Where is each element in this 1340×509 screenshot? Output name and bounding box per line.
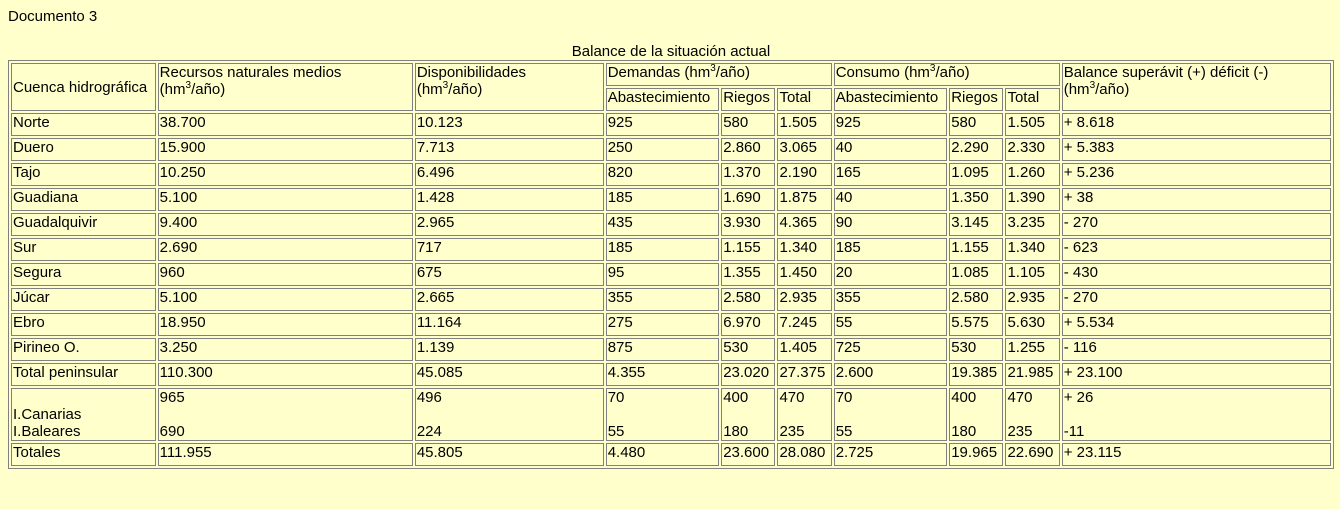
subheader-consumo-abastecimiento: Abastecimiento: [834, 88, 948, 111]
table-cell: 1.139: [415, 338, 604, 361]
table-cell: 1.155: [949, 238, 1003, 261]
table-cell: 580: [949, 113, 1003, 136]
table-cell: 580: [721, 113, 775, 136]
table-cell: 1.355: [721, 263, 775, 286]
table-cell: 185: [834, 238, 948, 261]
table-cell: Totales: [11, 443, 156, 466]
table-cell: 40: [834, 138, 948, 161]
table-cell: 1.450: [777, 263, 831, 286]
table-cell: Norte: [11, 113, 156, 136]
table-row: [11, 213, 1331, 236]
table-cell: 6.496: [415, 163, 604, 186]
table-cell: - 270: [1062, 288, 1331, 311]
table-cell: 1.505: [1005, 113, 1059, 136]
table-cell: + 5.534: [1062, 313, 1331, 336]
table-row-total-peninsular: [11, 363, 1331, 386]
table-cell: 1.875: [777, 188, 831, 211]
table-cell: 530: [949, 338, 1003, 361]
table-cell: 18.950: [158, 313, 413, 336]
table-cell: 70 55: [834, 388, 948, 441]
table-cell: 2.965: [415, 213, 604, 236]
header-row: [11, 63, 1331, 86]
table-cell: 3.250: [158, 338, 413, 361]
table-cell: - 430: [1062, 263, 1331, 286]
table-row: [11, 138, 1331, 161]
table-cell: 1.340: [777, 238, 831, 261]
table-cell: 5.575: [949, 313, 1003, 336]
table-cell: 2.860: [721, 138, 775, 161]
table-cell: 717: [415, 238, 604, 261]
table-cell: 15.900: [158, 138, 413, 161]
table-cell: + 26 -11: [1062, 388, 1331, 441]
table-cell: 1.690: [721, 188, 775, 211]
table-cell: 470 235: [777, 388, 831, 441]
table-cell: 3.235: [1005, 213, 1059, 236]
table-cell: 1.505: [777, 113, 831, 136]
island-name-canarias: I.Canarias: [13, 406, 82, 423]
table-caption: Balance de la situación actual: [571, 43, 771, 60]
table-cell: 5.100: [158, 288, 413, 311]
table-cell: 45.085: [415, 363, 604, 386]
subheader-consumo-total: Total: [1005, 88, 1059, 111]
table-cell: - 623: [1062, 238, 1331, 261]
table-cell: + 5.383: [1062, 138, 1331, 161]
table-row: [11, 188, 1331, 211]
table-cell: + 23.100: [1062, 363, 1331, 386]
table-row-totales: [11, 443, 1331, 466]
table-cell: 530: [721, 338, 775, 361]
table-cell: 2.580: [721, 288, 775, 311]
table-cell: 19.965: [949, 443, 1003, 466]
table-cell: 2.935: [1005, 288, 1059, 311]
table-cell: 110.300: [158, 363, 413, 386]
table-cell: 496 224: [415, 388, 604, 441]
table-cell: 400 180: [721, 388, 775, 441]
table-cell: 2.725: [834, 443, 948, 466]
table-cell: - 270: [1062, 213, 1331, 236]
table-row: [11, 338, 1331, 361]
table-row: [11, 113, 1331, 136]
table-cell: 70 55: [606, 388, 720, 441]
table-cell: 20: [834, 263, 948, 286]
table-cell: 7.713: [415, 138, 604, 161]
table-cell: 7.245: [777, 313, 831, 336]
table-cell: 925: [606, 113, 720, 136]
table-cell: 965 690: [158, 388, 413, 441]
table-cell: 1.390: [1005, 188, 1059, 211]
island-name-baleares: I.Baleares: [13, 423, 81, 440]
table-cell: 23.020: [721, 363, 775, 386]
table-cell: 19.385: [949, 363, 1003, 386]
table-cell: + 5.236: [1062, 163, 1331, 186]
table-cell: 2.690: [158, 238, 413, 261]
table-cell: + 38: [1062, 188, 1331, 211]
table-cell: 28.080: [777, 443, 831, 466]
table-cell: - 116: [1062, 338, 1331, 361]
table-cell: 9.400: [158, 213, 413, 236]
table-cell: 1.405: [777, 338, 831, 361]
table-cell: 111.955: [158, 443, 413, 466]
table-cell: 675: [415, 263, 604, 286]
table-cell: 3.930: [721, 213, 775, 236]
subheader-demandas-total: Total: [777, 88, 831, 111]
table-cell: 4.355: [606, 363, 720, 386]
table-cell: 4.480: [606, 443, 720, 466]
table-cell: 2.290: [949, 138, 1003, 161]
header-disponibilidades: Disponibilidades $(hm^3/año)$: [415, 63, 604, 111]
table-row: [11, 313, 1331, 336]
table-row: [11, 288, 1331, 311]
header-demandas: Demandas $(hm^3/año)$: [606, 63, 832, 86]
table-body: [11, 63, 1331, 466]
subheader-demandas-riegos: Riegos: [721, 88, 775, 111]
table-cell: 1.085: [949, 263, 1003, 286]
table-cell: + 8.618: [1062, 113, 1331, 136]
table-cell: 185: [606, 238, 720, 261]
table-cell: 275: [606, 313, 720, 336]
island-names-cell: [11, 388, 156, 441]
table-row: [11, 263, 1331, 286]
table-cell: 95: [606, 263, 720, 286]
table-cell: Duero: [11, 138, 156, 161]
header-recursos: Recursos naturales medios $(hm^3/año)$: [158, 63, 413, 111]
table-cell: Guadiana: [11, 188, 156, 211]
subheader-consumo-riegos: Riegos: [949, 88, 1003, 111]
table-cell: Pirineo O.: [11, 338, 156, 361]
table-cell: 6.970: [721, 313, 775, 336]
table-cell: 2.600: [834, 363, 948, 386]
table-cell: 1.105: [1005, 263, 1059, 286]
table-cell: 960: [158, 263, 413, 286]
table-cell: 400 180: [949, 388, 1003, 441]
table-cell: 1.350: [949, 188, 1003, 211]
table-cell: 165: [834, 163, 948, 186]
table-cell: 1.155: [721, 238, 775, 261]
table-cell: 875: [606, 338, 720, 361]
table-cell: + 23.115: [1062, 443, 1331, 466]
table-cell: 250: [606, 138, 720, 161]
table-cell: 435: [606, 213, 720, 236]
table-row-islands: [11, 388, 1331, 441]
table-cell: 38.700: [158, 113, 413, 136]
table-cell: Total peninsular: [11, 363, 156, 386]
table-cell: 1.428: [415, 188, 604, 211]
table-cell: 1.340: [1005, 238, 1059, 261]
table-row: [11, 238, 1331, 261]
header-consumo: Consumo $(hm^3/año)$: [834, 63, 1060, 86]
table-cell: Segura: [11, 263, 156, 286]
table-cell: 355: [834, 288, 948, 311]
balance-table: [8, 60, 1334, 469]
table-cell: Tajo: [11, 163, 156, 186]
table-cell: 2.665: [415, 288, 604, 311]
table-cell: 725: [834, 338, 948, 361]
table-cell: 2.935: [777, 288, 831, 311]
table-cell: 27.375: [777, 363, 831, 386]
table-row: [11, 163, 1331, 186]
table-cell: 2.330: [1005, 138, 1059, 161]
table-cell: 1.255: [1005, 338, 1059, 361]
table-cell: 1.370: [721, 163, 775, 186]
table-cell: 40: [834, 188, 948, 211]
table-cell: 355: [606, 288, 720, 311]
table-cell: 470 235: [1005, 388, 1059, 441]
table-cell: 2.580: [949, 288, 1003, 311]
table-cell: 2.190: [777, 163, 831, 186]
table-cell: 185: [606, 188, 720, 211]
table-cell: Guadalquivir: [11, 213, 156, 236]
document-title: Documento 3: [8, 8, 98, 25]
table-cell: 21.985: [1005, 363, 1059, 386]
table-cell: 1.095: [949, 163, 1003, 186]
table-cell: 5.630: [1005, 313, 1059, 336]
table-cell: Júcar: [11, 288, 156, 311]
table-cell: 5.100: [158, 188, 413, 211]
table-cell: 3.065: [777, 138, 831, 161]
table-cell: 3.145: [949, 213, 1003, 236]
table-cell: 925: [834, 113, 948, 136]
table-cell: 90: [834, 213, 948, 236]
table-cell: 10.123: [415, 113, 604, 136]
table-cell: 11.164: [415, 313, 604, 336]
table-cell: 820: [606, 163, 720, 186]
table-cell: Sur: [11, 238, 156, 261]
table-cell: 45.805: [415, 443, 604, 466]
table-cell: Ebro: [11, 313, 156, 336]
table-cell: 10.250: [158, 163, 413, 186]
table-cell: 55: [834, 313, 948, 336]
table-cell: 1.260: [1005, 163, 1059, 186]
header-balance: Balance superávit (+) déficit (-) $(hm^3/año)$: [1062, 63, 1331, 111]
table-cell: 22.690: [1005, 443, 1059, 466]
table-cell: 23.600: [721, 443, 775, 466]
table-cell: 4.365: [777, 213, 831, 236]
header-cuenca: Cuenca hidrográfica: [11, 63, 156, 111]
subheader-demandas-abastecimiento: Abastecimiento: [606, 88, 720, 111]
